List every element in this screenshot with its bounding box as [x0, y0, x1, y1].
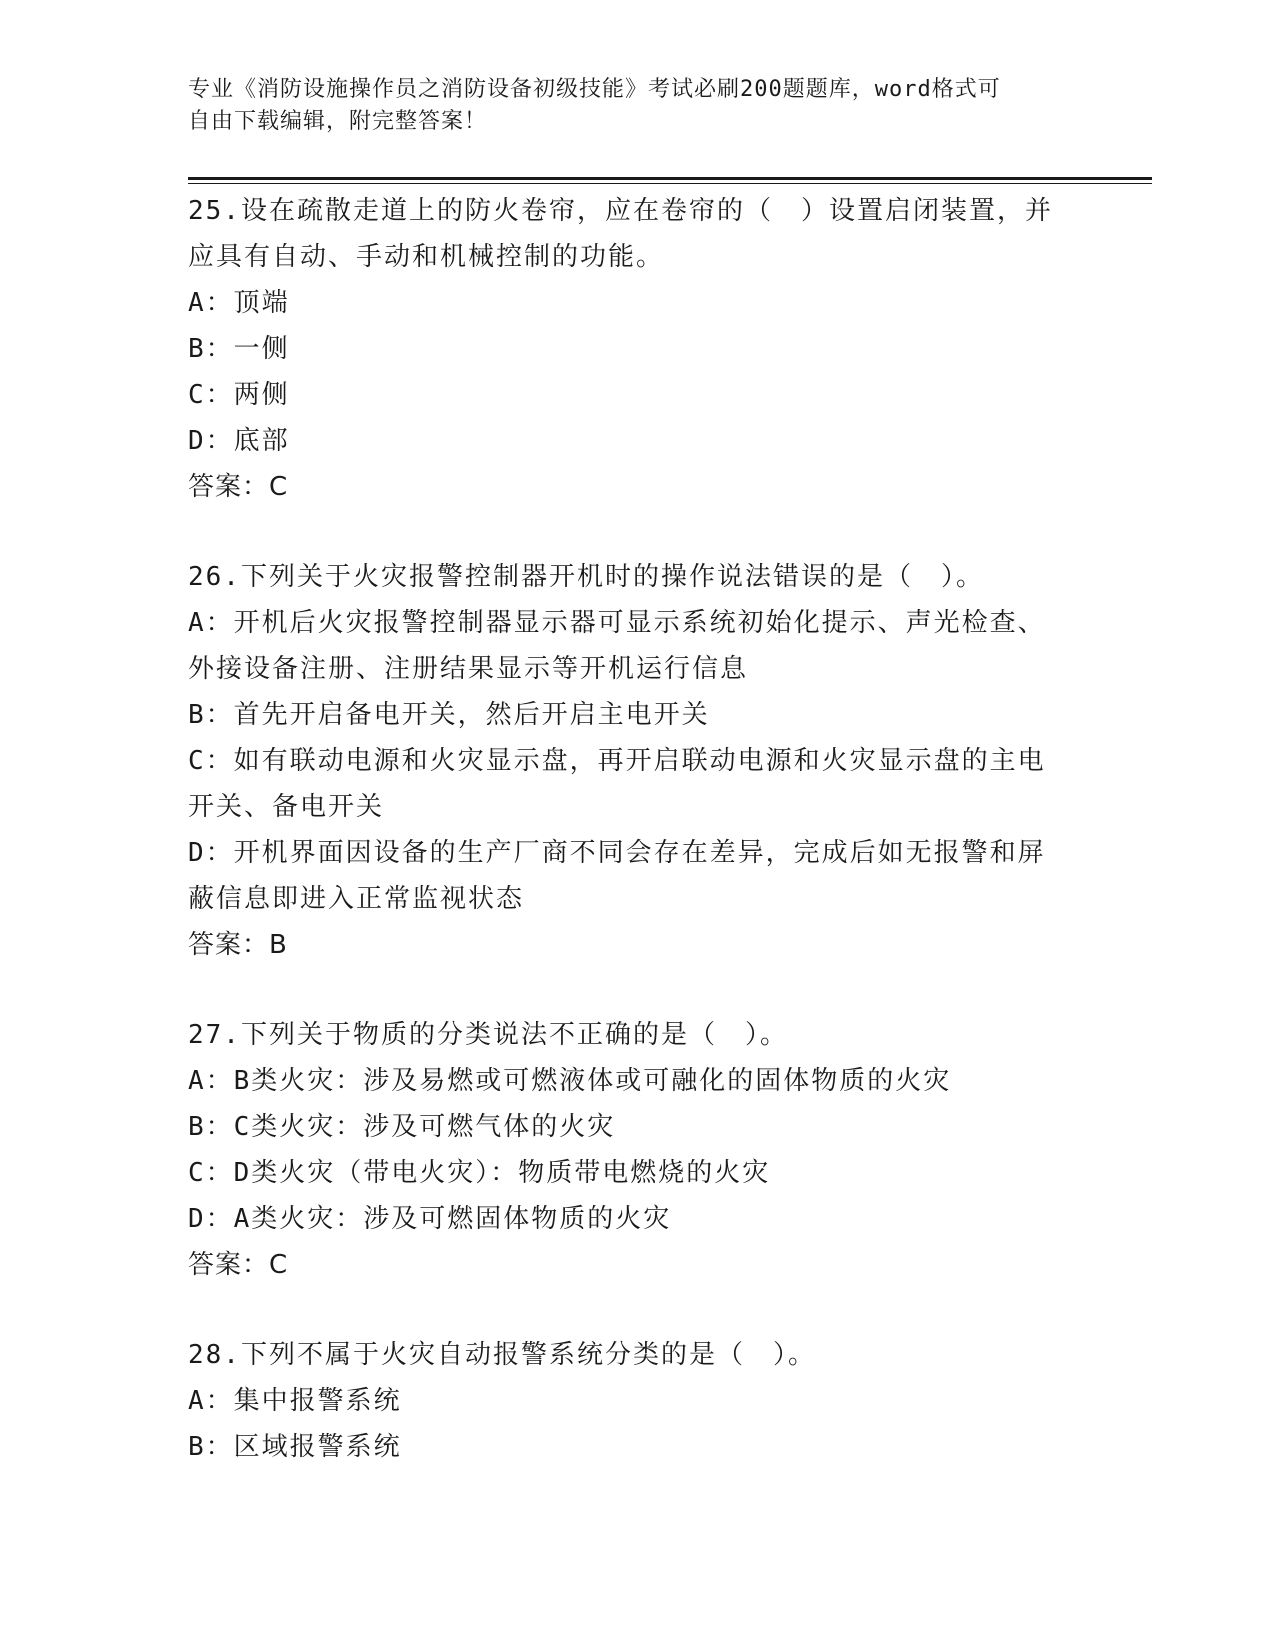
- option-b: B：C类火灾：涉及可燃气体的火灾: [188, 1112, 616, 1142]
- question-26: [188, 554, 1088, 968]
- question-stem-line: 27.下列关于物质的分类说法不正确的是（ ）。: [188, 1020, 788, 1050]
- answer-line: 答案：B: [188, 930, 288, 960]
- header-divider-thick: [188, 177, 1152, 180]
- answer-line: 答案：C: [188, 1250, 289, 1280]
- question-stem-line: 28.下列不属于火灾自动报警系统分类的是（ ）。: [188, 1340, 816, 1370]
- question-28: [188, 1332, 1088, 1470]
- question-spacer: [188, 968, 1088, 1012]
- question-spacer: [188, 1288, 1088, 1332]
- option-b: B：首先开启备电开关，然后开启主电开关: [188, 700, 710, 730]
- question-stem-line: 26.下列关于火灾报警控制器开机时的操作说法错误的是（ ）。: [188, 562, 984, 592]
- question-stem-line: 25.设在疏散走道上的防火卷帘，应在卷帘的（ ）设置启闭装置，并: [188, 196, 1053, 226]
- option-a: A：B类火灾：涉及易燃或可燃液体或可融化的固体物质的火灾: [188, 1066, 952, 1096]
- option-b: B：一侧: [188, 334, 290, 364]
- answer-line: 答案：C: [188, 472, 289, 502]
- option-d: D：A类火灾：涉及可燃固体物质的火灾: [188, 1204, 672, 1234]
- option-c-continued: 开关、备电开关: [188, 792, 385, 822]
- question-spacer: [188, 510, 1088, 554]
- option-a: A：集中报警系统: [188, 1386, 402, 1416]
- document-header: [188, 74, 1068, 138]
- question-list: [188, 188, 1088, 1470]
- option-c: C：两侧: [188, 380, 290, 410]
- question-25: [188, 188, 1088, 510]
- option-c: C：D类火灾（带电火灾）：物质带电燃烧的火灾: [188, 1158, 771, 1188]
- header-line-2: 自由下载编辑，附完整答案！: [188, 109, 488, 134]
- option-d: D：底部: [188, 426, 290, 456]
- option-d: D：开机界面因设备的生产厂商不同会存在差异，完成后如无报警和屏: [188, 838, 1046, 868]
- header-divider-thin: [188, 183, 1152, 184]
- option-d-continued: 蔽信息即进入正常监视状态: [188, 884, 525, 914]
- option-a: A：开机后火灾报警控制器显示器可显示系统初始化提示、声光检查、: [188, 608, 1046, 638]
- header-line-1: 专业《消防设施操作员之消防设备初级技能》考试必刷200题题库，word格式可: [188, 77, 1001, 102]
- option-a-continued: 外接设备注册、注册结果显示等开机运行信息: [188, 654, 749, 684]
- option-c: C：如有联动电源和火灾显示盘，再开启联动电源和火灾显示盘的主电: [188, 746, 1046, 776]
- option-b: B：区域报警系统: [188, 1432, 402, 1462]
- option-a: A：顶端: [188, 288, 290, 318]
- question-stem-line: 应具有自动、手动和机械控制的功能。: [188, 242, 665, 272]
- question-27: [188, 1012, 1088, 1288]
